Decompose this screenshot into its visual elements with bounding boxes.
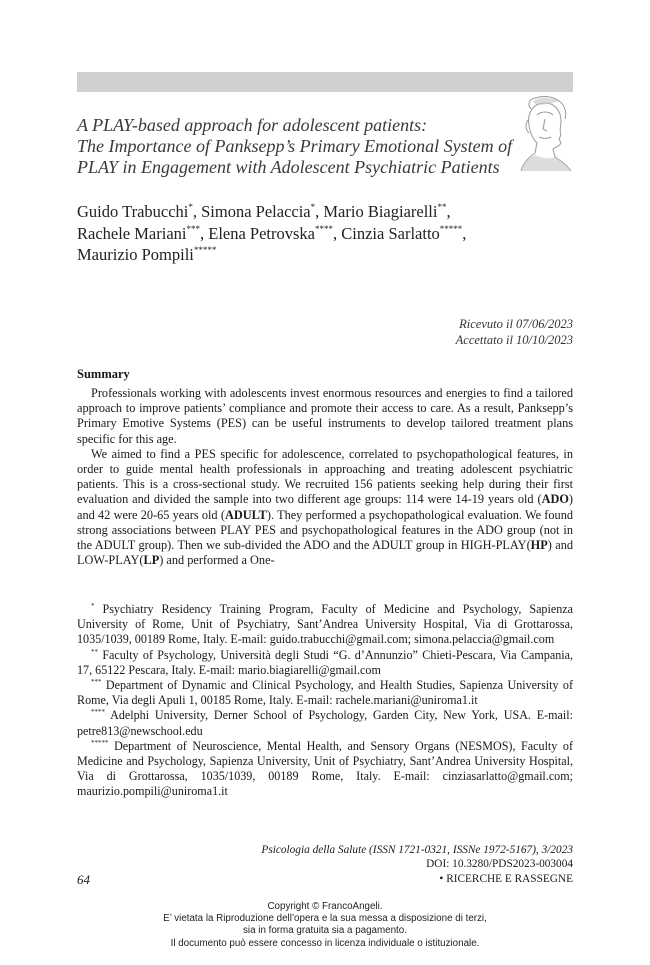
footnote	[77, 602, 573, 648]
summary-text: ) and 42 were 20-65 years old (	[77, 492, 573, 522]
journal-citation	[261, 843, 573, 871]
author-name: Mario Biagiarelli	[323, 202, 438, 221]
footnote-mark: ***	[91, 678, 102, 687]
submission-dates	[456, 316, 573, 348]
received-date: Ricevuto il 07/06/2023	[459, 317, 573, 331]
author-name: Rachele Mariani	[77, 223, 187, 243]
author-name: Elena Petrovska	[208, 223, 316, 243]
journal-name: Psicologia della Salute	[261, 844, 367, 856]
author-separator: ,	[192, 202, 202, 221]
footnote-mark: *	[91, 602, 95, 610]
author-separator: ,	[333, 223, 342, 243]
footnote	[77, 648, 573, 678]
author-line	[77, 223, 573, 245]
summary-paragraph	[77, 447, 573, 569]
footnote-text: Department of Dynamic and Clinical Psychology, and Health Studies, Sapienza University of Rome, Via degli Apuli 1, 00185 Rome, Italy. E-mail: rachele.mariani@uniroma1.it	[77, 678, 573, 708]
footnote-text: Department of Neuroscience, Mental Health, and Sensory Organs (NESMOS), Faculty of Medicine and Psychology, Sapienza University, Unit of Psychiatry, Sant’Andrea University Hospital, Via di Grottarossa, 1035/1039, 00189 Rome, Italy. E-mail: cinziasarlatto@gmail.com; maurizio.pompili@uniroma1.it	[77, 738, 573, 799]
group-label-lp: LP	[143, 553, 160, 568]
author-mark: **	[437, 202, 447, 212]
title-line: PLAY in Engagement with Adolescent Psychiatric Patients	[77, 157, 500, 177]
group-label-adult: ADULT	[224, 507, 267, 522]
journal-issn: (ISSN 1721-0321, ISSNe 1972-5167), 3/2023	[366, 844, 573, 856]
group-label-hp: HP	[530, 538, 548, 553]
copyright-line: sia in forma gratuita sia a pagamento.	[243, 925, 407, 937]
author-line	[77, 244, 573, 266]
author-separator: ,	[315, 202, 324, 221]
author-mark: *****	[193, 245, 217, 255]
footnote-mark: ****	[91, 708, 105, 717]
author-name: Cinzia Sarlatto	[341, 223, 440, 243]
author-mark: *****	[439, 223, 463, 234]
page-number: 64	[77, 872, 90, 887]
author-separator: ,	[462, 223, 467, 243]
summary-text: ) and performed a One-	[159, 553, 275, 568]
footnote-mark: **	[91, 647, 98, 656]
section-label: • RICERCHE E RASSEGNE	[439, 873, 573, 885]
footnote	[77, 708, 573, 738]
author-name: Maurizio Pompili	[77, 245, 194, 264]
author-separator: ,	[446, 202, 451, 221]
summary-text: We aimed to find a PES specific for adolescence, correlated to psychopathological features, in order to guide mental health professionals in approaching and treating adolescent psychiatric patients. This is a cross-sectional study. We recruited 156 patients seeking help during their first evaluation and divided the sample into two different age groups: 114 were 14-19 years old (	[77, 446, 573, 507]
accepted-date: Accettato il 10/10/2023	[455, 333, 573, 347]
author-mark: *	[310, 202, 316, 212]
summary-heading: Summary	[77, 367, 130, 381]
title-line: A PLAY-based approach for adolescent patients:	[77, 115, 428, 135]
summary-text: ) and LOW-PLAY(	[77, 538, 573, 568]
author-mark: ***	[186, 223, 200, 234]
group-label-ado: ADO	[541, 492, 569, 507]
copyright-line: Il documento può essere concesso in licenza individuale o istituzionale.	[170, 937, 480, 949]
author-line	[77, 201, 573, 223]
footnote	[77, 678, 573, 708]
copyright-line: Copyright © FrancoAngeli.	[267, 901, 383, 912]
footnote-text: Adelphi University, Derner School of Psychology, Garden City, New York, USA. E-mail: petre813@newschool.edu	[77, 708, 573, 738]
footnote-mark: *****	[91, 738, 109, 747]
summary-text: ). They performed a psychopathological evaluation. We found strong associations between PLAY PES and psychopathological features in the ADO group (not in the ADULT group). Then we sub-divided the ADO and the ADULT group in HIGH-PLAY(	[77, 507, 573, 553]
affiliation-footnotes	[77, 602, 573, 800]
author-list	[77, 201, 573, 266]
journal-doi: DOI: 10.3280/PDS2023-003004	[426, 858, 573, 870]
copyright-line: E’ vietata la Riproduzione dell’opera e la sua messa a disposizione di terzi,	[163, 913, 487, 925]
footnote-text: Psychiatry Residency Training Program, Faculty of Medicine and Psychology, Sapienza University of Rome, Unit of Psychiatry, Sant’Andrea University Hospital, Via di Grottarossa, 1035/1039, 00189 Rome, Italy. E-mail: guido.trabucchi@gmail.com; simona.pelaccia@gmail.com	[77, 602, 573, 647]
author-name: Guido Trabucchi	[77, 202, 189, 221]
author-name: Simona Pelaccia	[201, 202, 311, 221]
copyright-notice	[0, 901, 650, 950]
author-separator: ,	[200, 223, 209, 243]
author-mark: ****	[315, 223, 334, 234]
title-line: The Importance of Panksepp’s Primary Emotional System of	[77, 136, 513, 156]
author-mark: *	[188, 202, 193, 212]
journal-line	[261, 843, 573, 857]
summary-body	[77, 386, 573, 568]
footnote	[77, 739, 573, 800]
article-title	[77, 115, 527, 178]
footnote-text: Faculty of Psychology, Università degli Studi “G. d’Annunzio” Chieti-Pescara, Via Campania, 17, 65122 Pescara, Italy. E-mail: mario.biagiarelli@gmail.com	[77, 647, 573, 677]
summary-paragraph: Professionals working with adolescents invest enormous resources and energies to find a tailored approach to improve patients’ compliance and promote their access to care. As a result, Panksepp’s Primary Emotive Systems (PES) can be useful instruments to develop tailored treatment plans specific for this age.	[77, 386, 573, 446]
header-bar	[77, 72, 573, 92]
